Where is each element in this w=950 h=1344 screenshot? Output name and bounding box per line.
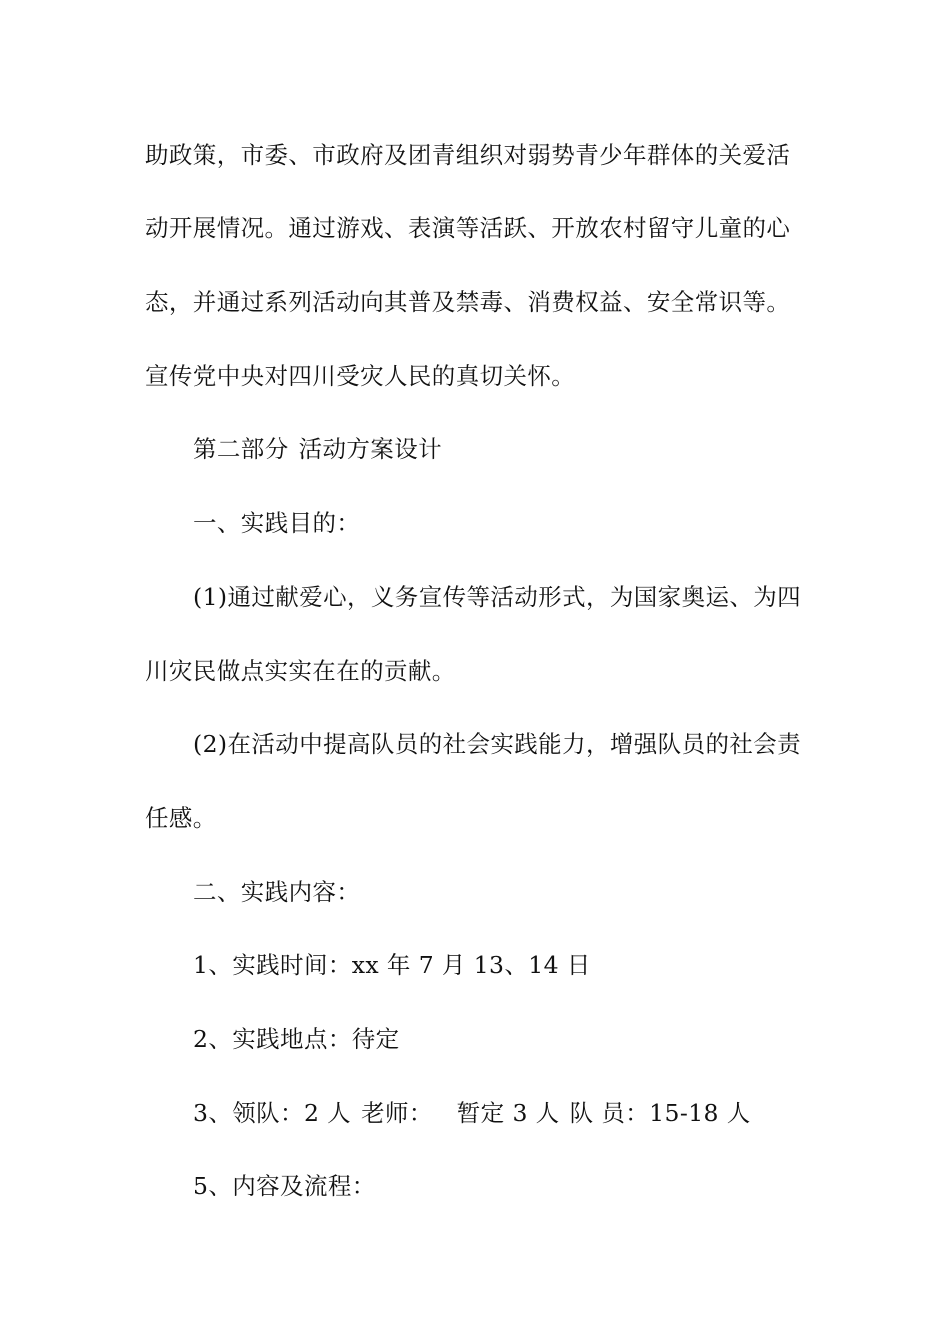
list-item-time: 1、实践时间：xx 年 7 月 13、14 日 <box>193 951 591 979</box>
list-item-staff <box>193 1098 873 1128</box>
staff-members: 队 员：15-18 人 <box>569 1099 751 1127</box>
body-text-line: 助政策，市委、市政府及团青组织对弱势青少年群体的关爱活 <box>145 141 791 169</box>
part-heading <box>193 434 873 464</box>
body-text-line: 川灾民做点实实在在的贡献。 <box>145 657 456 685</box>
body-text-line: 宣传党中央对四川受灾人民的真切关怀。 <box>145 362 576 390</box>
part-number: 第二部分 <box>193 435 289 463</box>
staff-leader: 3、领队：2 人 <box>193 1099 352 1127</box>
part-title: 活动方案设计 <box>298 435 443 463</box>
section-heading: 二、实践内容： <box>193 878 361 906</box>
section-heading: 一、实践目的： <box>193 509 361 537</box>
staff-teacher-count: 暂定 3 人 <box>456 1099 560 1127</box>
list-item-flow: 5、内容及流程： <box>193 1172 376 1200</box>
body-text-line: 态，并通过系列活动向其普及禁毒、消费权益、安全常识等。 <box>145 288 791 316</box>
body-text-line: 任感。 <box>145 804 217 832</box>
staff-teacher-label: 老师： <box>361 1099 433 1127</box>
body-text-line: (1)通过献爱心，义务宣传等活动形式，为国家奥运、为四 <box>193 583 802 611</box>
body-text-line: (2)在活动中提高队员的社会实践能力，增强队员的社会责 <box>193 730 802 758</box>
body-text-line: 动开展情况。通过游戏、表演等活跃、开放农村留守儿童的心 <box>145 214 791 242</box>
list-item-place: 2、实践地点：待定 <box>193 1025 400 1053</box>
